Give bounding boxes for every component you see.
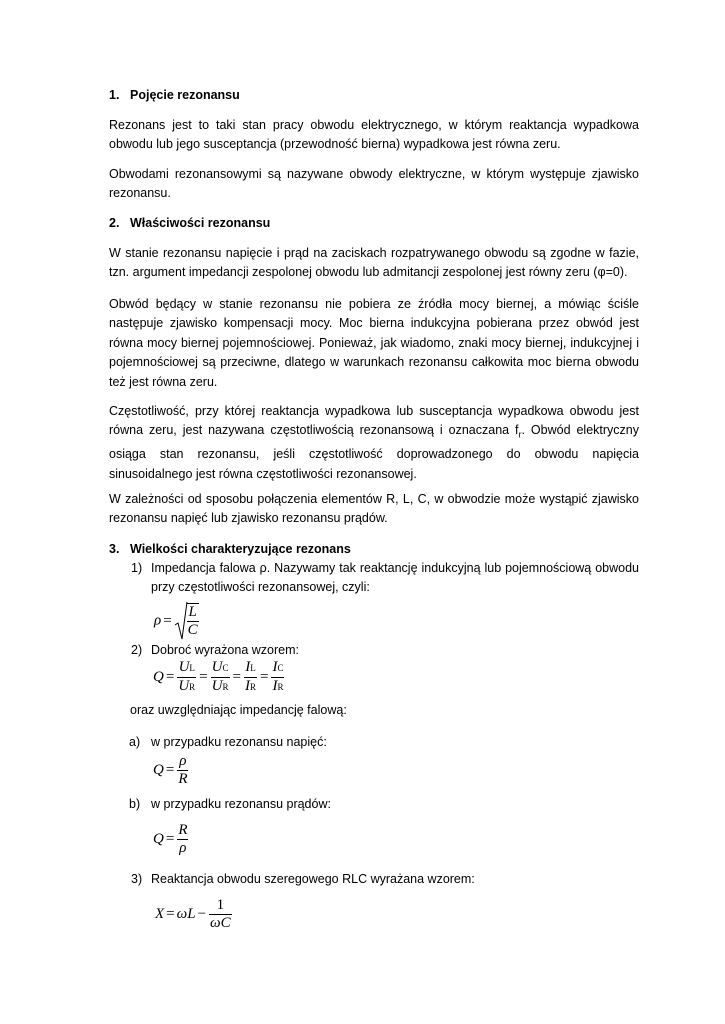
section-title: Właściwości rezonansu [130, 216, 271, 230]
note-wave-impedance: oraz uwzględniając impedancję falową: [130, 703, 347, 717]
sqrt-icon [174, 601, 188, 641]
paragraph-resonant-frequency: Częstotliwość, przy której reaktancja wypadkowa lub susceptancja wypadkowa obwodu jest równa zeru, jest nazywana częstotliwością rezonansową i oznaczana $f_r$. Obwód elektryczny osiąga stan rezonansu, jeśli częstotliwość doprowadzonego do obwodu napięcia sinusoidalnego jest równa częstotliwości rezonansowej. [109, 404, 639, 481]
formula-q-current-resonance: Q = $\frac{R}{\rho}$ [153, 822, 188, 856]
section-heading-2 [109, 214, 639, 233]
paragraph-phase: W stanie rezonansu napięcie i prąd na zaciskach rozpatrywanego obwodu są zgodne w fazie, tzn. argument impedancji zespolonej obwodu lub admitancji zespolonej jest równy zeru (φ=0). [109, 246, 639, 280]
section-heading-1 [109, 86, 639, 105]
list-item-a: a) w przypadku rezonansu napięć: [129, 735, 327, 749]
paragraph-definition: Rezonans jest to taki stan pracy obwodu elektrycznego, w którym reaktancja wypadkowa obwodu lub jego susceptancja (przewodność bierna) wypadkowa jest równa zeru. [109, 118, 639, 152]
list-item-1: 1) Impedancja falowa ρ. Nazywamy tak reaktancję indukcyjną lub pojemnościową obwodu przy częstotliwości rezonansowej, czyli: [131, 561, 639, 595]
paragraph-power-compensation: Obwód będący w stanie rezonansu nie pobiera ze źródła mocy biernej, a mówiąc ściśle następuje zjawisko kompensacji mocy. Moc bierna indukcyjna pobierana przez obwód jest równa mocy biernej pojemnościowej. Ponieważ, jak wiadomo, znaki mocy biernej, indukcyjnej i pojemnościowej są przeciwne, dlatego w warunkach rezonansu całkowita moc bierna obwodu też jest równa zeru. [109, 297, 639, 389]
list-item-2: 2) Dobroć wyrażona wzorem: [131, 643, 299, 657]
formula-q-voltage-resonance: Q = $\frac{\rho}{R}$ [153, 753, 188, 787]
paragraph-resonance-types: W zależności od sposobu połączenia elementów R, L, C, w obwodzie może wystąpić zjawisko rezonansu napięć lub zjawisko rezonansu prądów. [109, 492, 639, 526]
formula-wave-impedance: ρ = $\frac{L}{C}$ [154, 601, 200, 641]
section-heading-3 [109, 540, 639, 559]
section-number: 2. [109, 216, 120, 230]
paragraph-resonant-circuits: Obwodami rezonansowymi są nazywane obwody elektryczne, w którym występuje zjawisko rezonansu. [109, 167, 639, 201]
section-title: Wielkości charakteryzujące rezonans [130, 542, 351, 556]
section-number: 1. [109, 88, 120, 102]
section-number: 3. [109, 542, 120, 556]
list-item-3: 3) Reaktancja obwodu szeregowego RLC wyrażana wzorem: [131, 872, 475, 886]
formula-reactance-rlc: X = ωL − $\frac{1}{\omega C}$ [155, 897, 231, 931]
list-item-b: b) w przypadku rezonansu prądów: [129, 797, 331, 811]
section-title: Pojęcie rezonansu [130, 88, 240, 102]
formula-quality-factor: Q = $\frac{UL}{UR}$ = $\frac{UC}{UR}$ = $\frac{IL}{IR}$ = $\frac{IC}{IR}$ [153, 659, 284, 694]
